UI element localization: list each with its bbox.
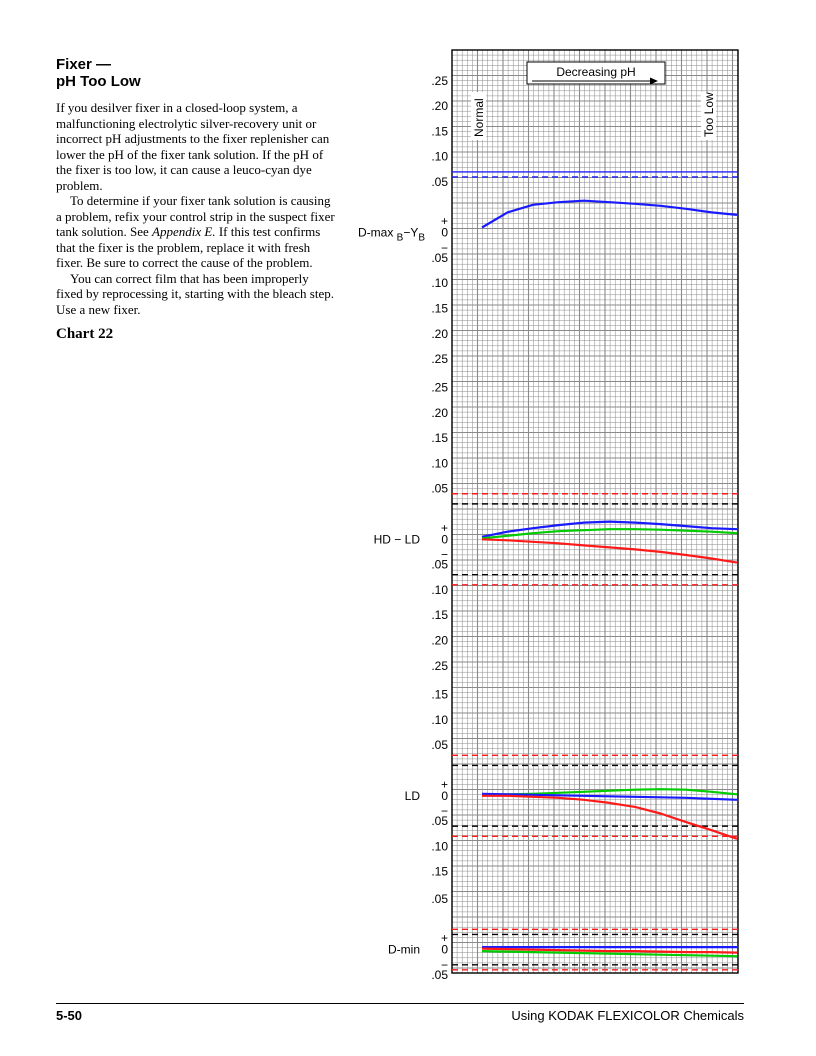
axis-tick-label: 0 xyxy=(441,225,448,240)
axis-tick-label: .15 xyxy=(431,687,448,702)
axis-tick-label: − xyxy=(440,957,448,972)
paragraph-2 xyxy=(56,193,336,271)
axis-tick-label: .25 xyxy=(431,380,448,395)
body-text xyxy=(56,100,336,317)
axis-tick-label: + xyxy=(440,931,448,946)
axis-tick-label: .25 xyxy=(431,73,448,88)
axis-tick-label: − xyxy=(440,547,448,562)
section-title xyxy=(56,56,141,90)
axis-tick-label: .15 xyxy=(431,301,448,316)
control-chart xyxy=(340,40,760,990)
axis-tick-label: 0 xyxy=(441,942,448,957)
axis-tick-label: + xyxy=(440,520,448,535)
axis-tick-label: .05 xyxy=(431,967,448,982)
paragraph-3: You can correct film that has been improperly fixed by reprocessing it, starting with the bleach step. Use a new fixer. xyxy=(56,270,334,317)
axis-tick-label: − xyxy=(440,803,448,818)
axis-tick-label: .10 xyxy=(431,582,448,597)
panel-label: D-max $_B-Y_B$ xyxy=(358,225,426,244)
x-start-label: Normal xyxy=(472,98,486,137)
axis-tick-label: .10 xyxy=(431,276,448,291)
axis-tick-label: 0 xyxy=(441,532,448,547)
axis-tick-label: .10 xyxy=(431,839,448,854)
axis-tick-label: .20 xyxy=(431,326,448,341)
axis-tick-label: .15 xyxy=(431,608,448,623)
paragraph-2-before: To determine if your fixer tank solution is causing a problem, refix your control strip in the suspect fixer tank solution. See xyxy=(56,193,335,239)
axis-tick-label: 0 xyxy=(441,788,448,803)
axis-tick-label: .15 xyxy=(431,864,448,879)
axis-tick-label: .20 xyxy=(431,405,448,420)
section-title-line1: Fixer — xyxy=(56,56,112,73)
axis-tick-label: + xyxy=(440,777,448,792)
axis-tick-label: .25 xyxy=(431,352,448,367)
axis-tick-label: .20 xyxy=(431,633,448,648)
publication-title: Using KODAK FLEXICOLOR Chemicals xyxy=(511,1008,744,1023)
axis-tick-label: .05 xyxy=(431,481,448,496)
axis-tick-label: − xyxy=(440,240,448,255)
panel-label: LD xyxy=(404,788,420,803)
axis-tick-label: .05 xyxy=(431,814,448,829)
axis-tick-label: .05 xyxy=(431,175,448,189)
axis-tick-label: .20 xyxy=(431,99,448,114)
axis-tick-label: .10 xyxy=(431,712,448,727)
axis-tick-label: .15 xyxy=(431,431,448,446)
axis-tick-label: .05 xyxy=(431,892,448,906)
appendix-reference: Appendix E. xyxy=(152,224,216,239)
axis-tick-label: .25 xyxy=(431,658,448,673)
series-line-red xyxy=(482,796,737,839)
axis-tick-label: .05 xyxy=(431,738,448,753)
axis-tick-label: .05 xyxy=(431,250,448,265)
axis-tick-label: .10 xyxy=(431,149,448,164)
chart-title: Decreasing pH xyxy=(556,65,636,79)
series-line-red xyxy=(482,539,737,562)
x-end-label: Too Low xyxy=(702,92,716,137)
page-number: 5-50 xyxy=(56,1008,83,1023)
axis-tick-label: .10 xyxy=(431,456,448,471)
panel-label: D-min xyxy=(388,942,420,957)
paragraph-2-after: If this test confirms that the fixer is the problem, replace it with fresh fixer. Be sure to correct the cause of the problem. xyxy=(56,224,321,270)
chart-heading: Chart 22 xyxy=(56,326,114,342)
control-chart-svg xyxy=(340,40,760,990)
footer-rule xyxy=(56,1003,744,1004)
axis-tick-label: .05 xyxy=(431,557,448,572)
axis-tick-label: + xyxy=(440,214,448,229)
panel-label: HD − LD xyxy=(373,532,420,547)
section-title-line2: pH Too Low xyxy=(56,73,141,90)
paragraph-1: If you desilver fixer in a closed-loop system, a malfunctioning electrolytic silver-recovery unit or incorrect pH adjustments to the fixer replenisher can lower the pH of the fixer tank solution. If the pH of the fixer is too low, it can cause a leuco-cyan dye problem. xyxy=(56,100,330,193)
axis-tick-label: .15 xyxy=(431,124,448,139)
